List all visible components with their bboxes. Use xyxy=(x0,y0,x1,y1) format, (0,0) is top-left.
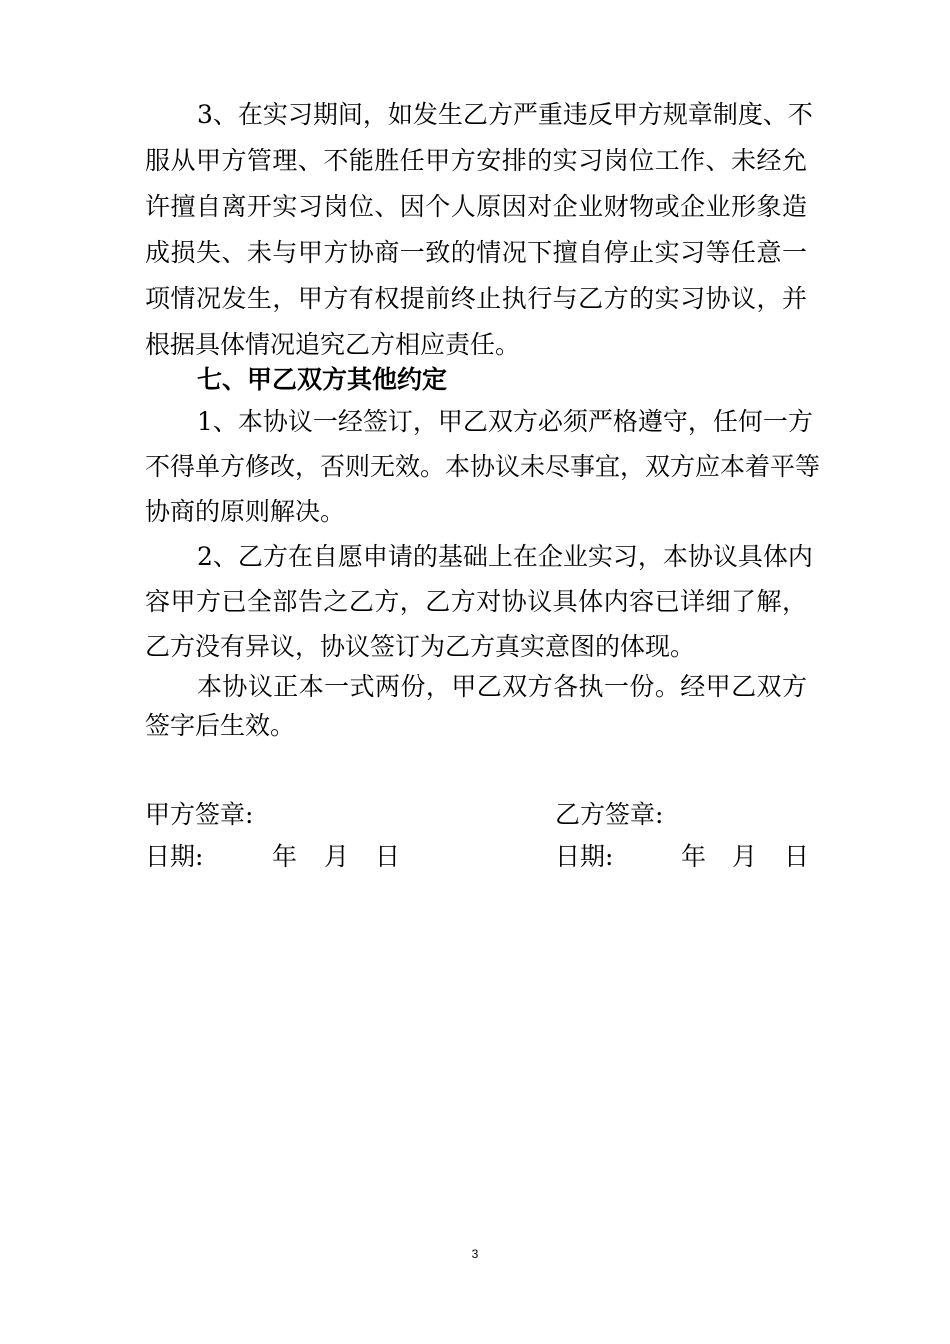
party-b-month: 月 xyxy=(732,842,758,871)
paragraph-line: 不得单方修改，否则无效。本协议未尽事宜，双方应本着平等 xyxy=(145,452,821,481)
section-heading: 七、甲乙双方其他约定 xyxy=(197,365,448,394)
paragraph-line: 签字后生效。 xyxy=(145,711,296,740)
party-a-year: 年 xyxy=(272,842,298,871)
party-a-signature-label: 甲方签章: xyxy=(145,800,254,829)
paragraph-line: 2、乙方在自愿申请的基础上在企业实习，本协议具体内 xyxy=(197,542,813,571)
paragraph-line: 本协议正本一式两份，甲乙双方各执一份。经甲乙双方 xyxy=(197,672,807,701)
paragraph-line: 许擅自离开实习岗位、因个人原因对企业财物或企业形象造 xyxy=(145,192,807,221)
paragraph-line: 根据具体情况追究乙方相应责任。 xyxy=(145,330,521,359)
party-a-day: 日 xyxy=(375,842,401,871)
paragraph-line: 项情况发生，甲方有权提前终止执行与乙方的实习协议，并 xyxy=(145,284,807,313)
party-b-date-label: 日期: xyxy=(555,842,614,871)
paragraph-line: 成损失、未与甲方协商一致的情况下擅自停止实习等任意一 xyxy=(145,238,807,267)
paragraph-line: 乙方没有异议，协议签订为乙方真实意图的体现。 xyxy=(145,632,696,661)
page-number: 3 xyxy=(471,1247,479,1261)
paragraph-line: 服从甲方管理、不能胜任甲方安排的实习岗位工作、未经允 xyxy=(145,146,807,175)
paragraph-line: 协商的原则解决。 xyxy=(145,497,346,526)
party-a-month: 月 xyxy=(324,842,350,871)
paragraph-line: 1、本协议一经签订，甲乙双方必须严格遵守，任何一方 xyxy=(197,407,813,436)
paragraph-line: 3、在实习期间，如发生乙方严重违反甲方规章制度、不 xyxy=(197,100,813,129)
party-b-year: 年 xyxy=(681,842,707,871)
party-b-day: 日 xyxy=(784,842,810,871)
paragraph-line: 容甲方已全部告之乙方，乙方对协议具体内容已详细了解， xyxy=(145,587,807,616)
party-b-signature-label: 乙方签章: xyxy=(555,800,664,829)
party-a-date-label: 日期: xyxy=(145,842,204,871)
